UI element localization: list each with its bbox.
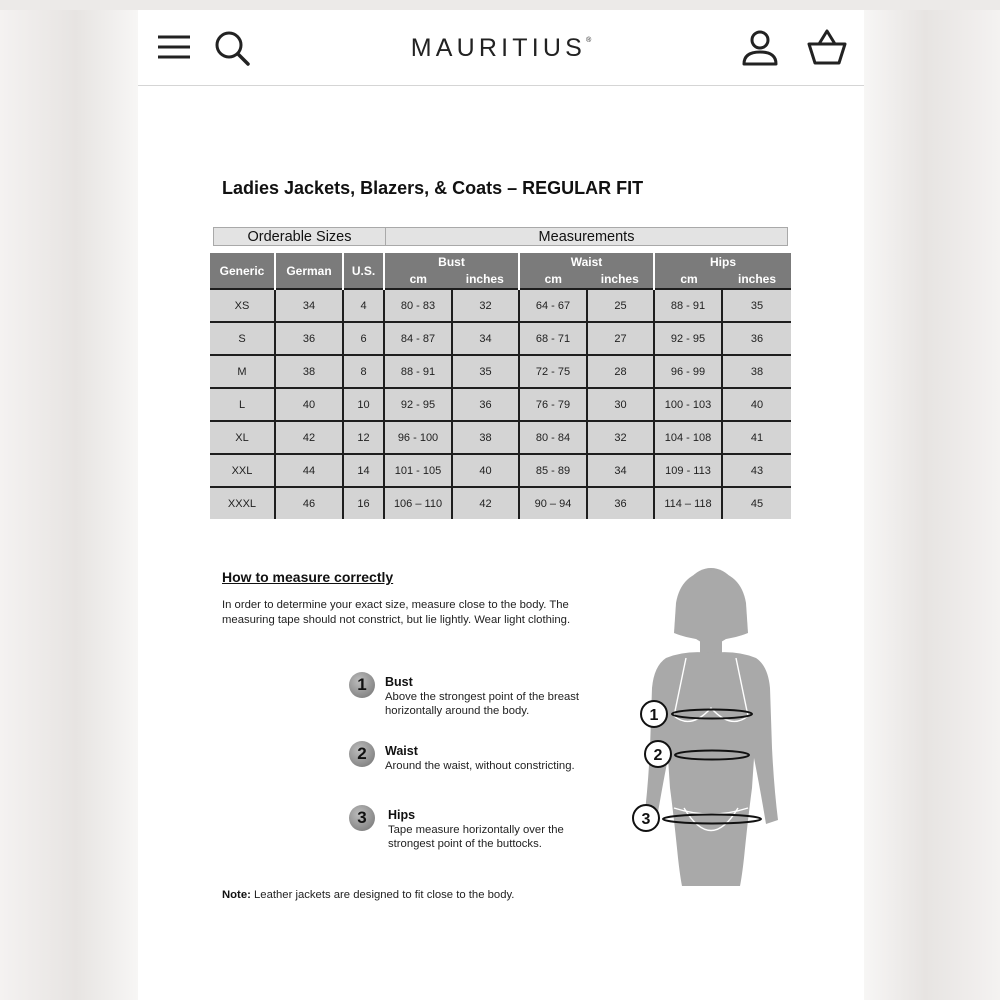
cell-generic: XXL [210,454,275,487]
howto-title: How to measure correctly [222,569,394,585]
basket-icon[interactable] [806,28,848,68]
cell-hips-cm: 109 - 113 [654,454,722,487]
cell-german: 36 [275,322,343,355]
table-row [210,289,791,322]
table-row [210,355,791,388]
cell-hips-cm: 96 - 99 [654,355,722,388]
cell-bust-inches: 34 [452,322,519,355]
step-number-badge: 2 [349,741,375,767]
account-icon[interactable] [740,28,780,68]
column-header-german: German [275,253,343,289]
table-header-row [210,253,791,289]
page [138,10,864,1000]
cell-waist-cm: 90 – 94 [519,487,587,519]
step-description: Above the strongest point of the breast horizontally around the body. [385,691,580,717]
cell-us: 16 [343,487,384,519]
cell-german: 44 [275,454,343,487]
cell-bust-inches: 38 [452,421,519,454]
cell-waist-inches: 25 [587,289,654,322]
step-number-badge: 1 [349,672,375,698]
cell-waist-cm: 80 - 84 [519,421,587,454]
note-label: Note: [222,889,251,901]
cell-german: 42 [275,421,343,454]
bust-unit-cm: cm [409,272,427,286]
cell-bust-cm: 92 - 95 [384,388,452,421]
cell-hips-inches: 43 [722,454,791,487]
marker-label: 2 [653,747,663,764]
cell-bust-cm: 101 - 105 [384,454,452,487]
cell-generic: XXXL [210,487,275,519]
cell-waist-inches: 34 [587,454,654,487]
cell-german: 34 [275,289,343,322]
column-header-waist [519,253,654,289]
bust-unit-inches: inches [465,272,504,286]
table-row [210,388,791,421]
cell-us: 8 [343,355,384,388]
cell-waist-cm: 72 - 75 [519,355,587,388]
table-row [210,421,791,454]
cell-bust-inches: 40 [452,454,519,487]
hips-unit-inches: inches [737,272,776,286]
cell-us: 14 [343,454,384,487]
cell-waist-inches: 27 [587,322,654,355]
column-header-hips [654,253,791,289]
cell-german: 40 [275,388,343,421]
background-right [864,0,1000,1000]
cell-bust-cm: 80 - 83 [384,289,452,322]
note-text: Leather jackets are designed to fit close to the body. [250,889,515,901]
step-name: Bust [385,675,413,689]
cell-bust-inches: 35 [452,355,519,388]
cell-bust-cm: 96 - 100 [384,421,452,454]
logo-text: MAURITIUS [410,34,587,62]
cell-hips-inches: 38 [722,355,791,388]
table-row [210,322,791,355]
waist-unit-cm: cm [544,272,562,286]
cell-us: 6 [343,322,384,355]
cell-waist-cm: 76 - 79 [519,388,587,421]
cell-hips-inches: 45 [722,487,791,519]
waist-unit-inches: inches [600,272,639,286]
cell-bust-cm: 106 – 110 [384,487,452,519]
hips-unit-cm: cm [680,272,698,286]
cell-hips-inches: 41 [722,421,791,454]
figure-marker-2 [645,741,671,767]
cell-generic: XL [210,421,275,454]
cell-waist-inches: 36 [587,487,654,519]
column-header-us: U.S. [343,253,384,289]
cell-waist-cm: 85 - 89 [519,454,587,487]
cell-hips-inches: 36 [722,322,791,355]
figure-marker-3 [633,805,659,831]
step-description: Tape measure horizontally over the strongest point of the buttocks. [388,824,564,850]
cell-hips-cm: 88 - 91 [654,289,722,322]
group-header-measurements: Measurements [385,227,788,246]
body-silhouette-icon [626,558,796,888]
step-description: Around the waist, without constricting. [385,760,575,772]
cell-waist-inches: 28 [587,355,654,388]
bust-label: Bust [438,255,465,269]
cell-hips-cm: 92 - 95 [654,322,722,355]
cell-hips-cm: 100 - 103 [654,388,722,421]
cell-hips-cm: 114 – 118 [654,487,722,519]
cell-bust-cm: 88 - 91 [384,355,452,388]
cell-generic: L [210,388,275,421]
column-header-bust [384,253,519,289]
cell-hips-inches: 35 [722,289,791,322]
marker-label: 1 [649,707,659,724]
table-row [210,487,791,519]
cell-us: 4 [343,289,384,322]
table-row [210,454,791,487]
cell-us: 12 [343,421,384,454]
step-name: Hips [388,808,416,822]
cell-waist-cm: 64 - 67 [519,289,587,322]
cell-hips-cm: 104 - 108 [654,421,722,454]
cell-bust-inches: 36 [452,388,519,421]
marker-label: 3 [641,811,651,828]
size-table [210,253,791,519]
cell-waist-inches: 30 [587,388,654,421]
figure-marker-1 [641,701,667,727]
cell-bust-inches: 42 [452,487,519,519]
cell-generic: M [210,355,275,388]
waist-label: Waist [570,255,603,269]
size-table-body [210,289,791,519]
hips-label: Hips [709,255,736,269]
cell-hips-inches: 40 [722,388,791,421]
chart-title: Ladies Jackets, Blazers, & Coats – REGULAR FIT [222,178,644,198]
note [222,889,514,901]
cell-waist-cm: 68 - 71 [519,322,587,355]
cell-generic: XS [210,289,275,322]
step-name: Waist [385,744,418,758]
cell-waist-inches: 32 [587,421,654,454]
background-left [0,0,138,1000]
cell-generic: S [210,322,275,355]
cell-german: 46 [275,487,343,519]
background-top [0,0,1000,10]
logo-mark: ® [586,37,592,44]
cell-german: 38 [275,355,343,388]
column-header-generic: Generic [210,253,275,289]
cell-bust-cm: 84 - 87 [384,322,452,355]
cell-bust-inches: 32 [452,289,519,322]
cell-us: 10 [343,388,384,421]
howto-intro: In order to determine your exact size, measure close to the body. The measuring tape should not constrict, but lie lightly. Wear light clothing. [222,599,571,626]
group-header-sizes: Orderable Sizes [213,227,386,246]
step-number-badge: 3 [349,805,375,831]
site-header [138,10,864,86]
